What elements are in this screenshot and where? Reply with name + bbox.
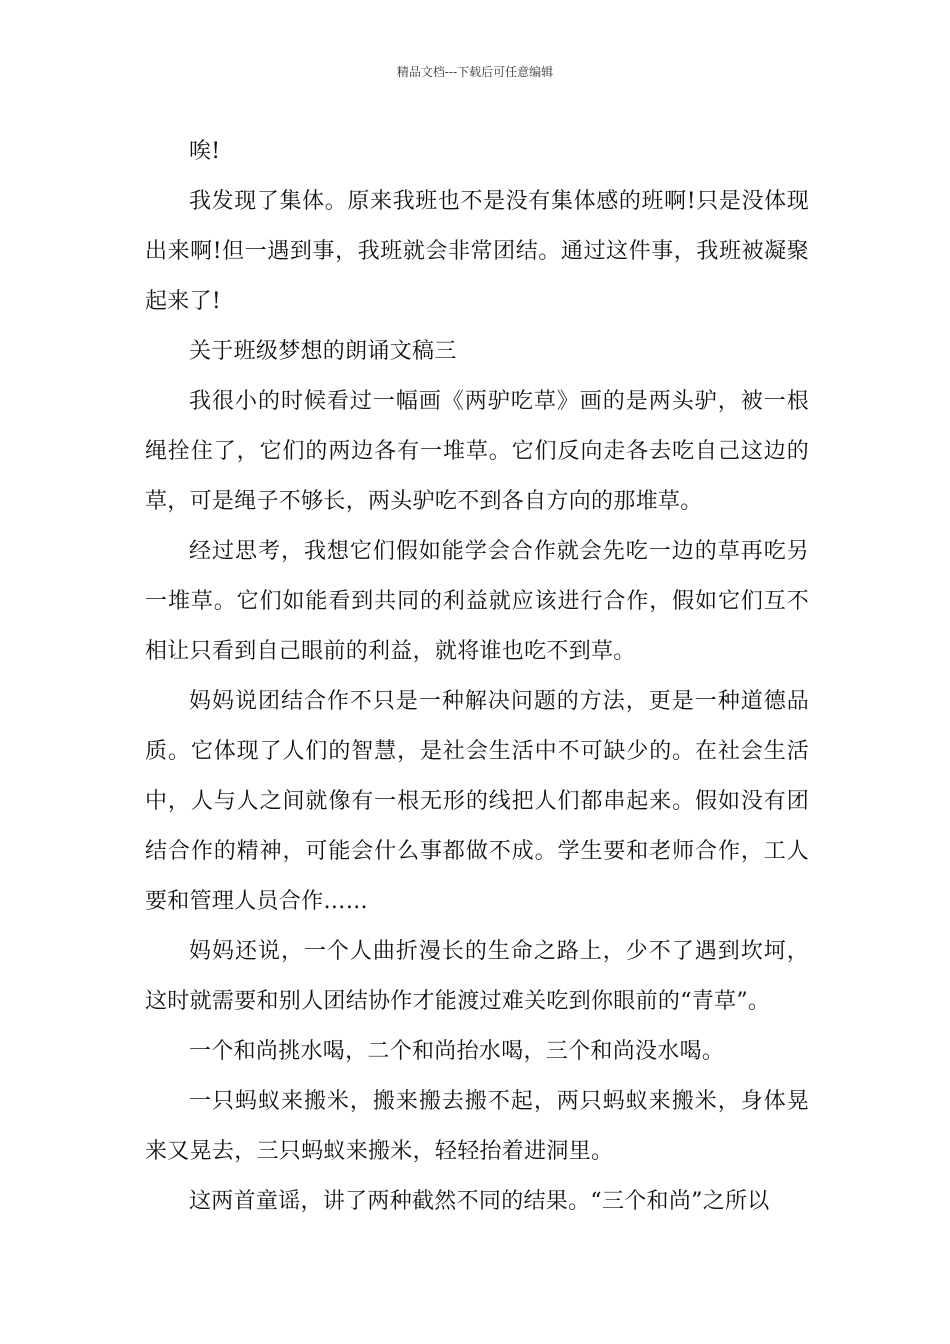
- section-heading: 关于班级梦想的朗诵文稿三: [189, 339, 457, 364]
- paragraph-mother-also-said: 妈妈还说，一个人曲折漫长的生命之路上，少不了遇到坎坷，这时就需要和别人团结协作才能渡过难关吃到你眼前的“青草”。: [145, 939, 809, 1014]
- paragraph-sigh: 唉!: [189, 139, 221, 164]
- paragraph-monks-rhyme: 一个和尚挑水喝，二个和尚抬水喝，三个和尚没水喝。: [189, 1039, 725, 1064]
- paragraph-discovered-collective: 我发现了集体。原来我班也不是没有集体感的班啊!只是没体现出来啊!但一遇到事，我班就会非常团结。通过这件事，我班被凝聚起来了!: [145, 189, 809, 314]
- paragraph-two-rhymes: 这两首童谣，讲了两种截然不同的结果。“三个和尚”之所以: [189, 1189, 770, 1214]
- paragraph-mother-said: 妈妈说团结合作不只是一种解决问题的方法，更是一种道德品质。它体现了人们的智慧，是社会生活中不可缺少的。在社会生活中，人与人之间就像有一根无形的线把人们都串起来。假如没有团结合作的精神，可能会什么事都做不成。学生要和老师合作，工人要和管理人员合作……: [145, 689, 809, 914]
- paragraph-ants-rhyme: 一只蚂蚁来搬米，搬来搬去搬不起，两只蚂蚁来搬米，身体晃来又晃去，三只蚂蚁来搬米，轻轻抬着进洞里。: [145, 1089, 809, 1164]
- paragraph-two-donkeys: 我很小的时候看过一幅画《两驴吃草》画的是两头驴，被一根绳拴住了，它们的两边各有一堆草。它们反向走各去吃自己这边的草，可是绳子不够长，两头驴吃不到各自方向的那堆草。: [145, 389, 809, 514]
- paragraph-thinking: 经过思考，我想它们假如能学会合作就会先吃一边的草再吃另一堆草。它们如能看到共同的利益就应该进行合作，假如它们互不相让只看到自己眼前的利益，就将谁也吃不到草。: [145, 539, 809, 664]
- document-body: [145, 127, 809, 1227]
- page-header: 精品文档---下载后可任意编辑: [396, 65, 554, 79]
